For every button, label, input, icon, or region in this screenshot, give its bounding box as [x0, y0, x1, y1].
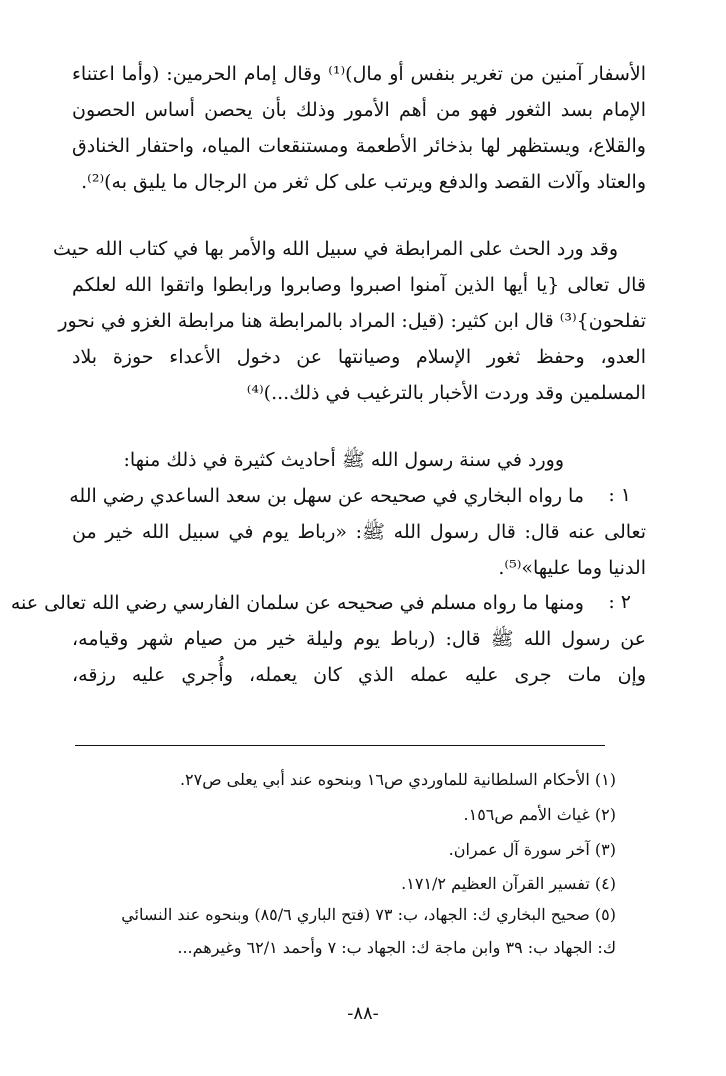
body-line: والعتاد وآلات القصد والدفع ويرتب على كل ثغر من الرجال ما يليق به)⁽²⁾. — [81, 171, 646, 193]
list-item-line: عن رسول الله ﷺ قال: (رباط يوم وليلة خير من صيام شهر وقيامه، — [72, 628, 646, 650]
footnote: (٥) صحيح البخاري ك: الجهاد، ب: ٧٣ (فتح الباري ٨٥/٦) وبنحوه عند النسائي — [121, 905, 616, 924]
body-line: العدو، وحفظ ثغور الإسلام وصيانتها عن دخول الأعداء حوزة بلاد — [72, 346, 646, 368]
footnote: (٤) تفسير القرآن العظيم ١٧١/٢. — [401, 874, 616, 893]
footnote-divider — [75, 745, 605, 746]
body-line: قال تعالى {يا أيها الذين آمنوا اصبروا وصابروا ورابطوا واتقوا الله لعلكم — [72, 274, 646, 296]
list-item-line: وإن مات جرى عليه عمله الذي كان يعمله، وأُجري عليه رزقه، — [72, 664, 646, 686]
body-line: والقلاع، ويستظهر لها بذخائر الأطعمة ومستنقعات المياه، واحتفار الخنادق — [72, 135, 646, 157]
list-item-line: ومنها ما رواه مسلم في صحيحه عن سلمان الفارسي رضي الله تعالى عنه — [10, 592, 584, 614]
footnote: (٢) غياث الأمم ص١٥٦. — [463, 805, 616, 824]
body-line: المسلمين وقد وردت الأخبار بالترغيب في ذلك...)⁽⁴⁾ — [246, 382, 646, 404]
page-number: -٨٨- — [347, 1003, 379, 1024]
item-number: ٢ : — [608, 591, 631, 613]
body-line: الأسفار آمنين من تغرير بنفس أو مال)⁽¹⁾ وقال إمام الحرمين: (وأما اعتناء — [72, 63, 646, 85]
body-line: وقد ورد الحث على المرابطة في سبيل الله والأمر بها في كتاب الله حيث — [53, 238, 618, 260]
footnote-continuation: ك: الجهاد ب: ٣٩ وابن ماجة ك: الجهاد ب: ٧ وأحمد ٦٢/١ وغيرهم... — [177, 938, 616, 957]
body-line: تفلحون}⁽³⁾ قال ابن كثير: (قيل: المراد بالمرابطة هنا مرابطة الغزو في نحور — [58, 310, 646, 332]
footnote: (٣) آخر سورة آل عمران. — [448, 840, 616, 859]
list-item-line: تعالى عنه قال: قال رسول الله ﷺ: «رباط يوم في سبيل الله خير من — [72, 521, 646, 543]
footnote: (١) الأحكام السلطانية للماوردي ص١٦ وبنحوه عند أبي يعلى ص٢٧. — [179, 770, 616, 789]
item-number: ١ : — [608, 484, 631, 506]
body-line: الإمام بسد الثغور فهو من أهم الأمور وذلك بأن يحصن أساس الحصون — [72, 99, 646, 121]
list-item-line: ما رواه البخاري في صحيحه عن سهل بن سعد الساعدي رضي الله — [69, 485, 584, 507]
section-intro: وورد في سنة رسول الله ﷺ أحاديث كثيرة في ذلك منها: — [123, 449, 564, 471]
list-item-line: الدنيا وما عليها»⁽⁵⁾. — [498, 557, 646, 579]
